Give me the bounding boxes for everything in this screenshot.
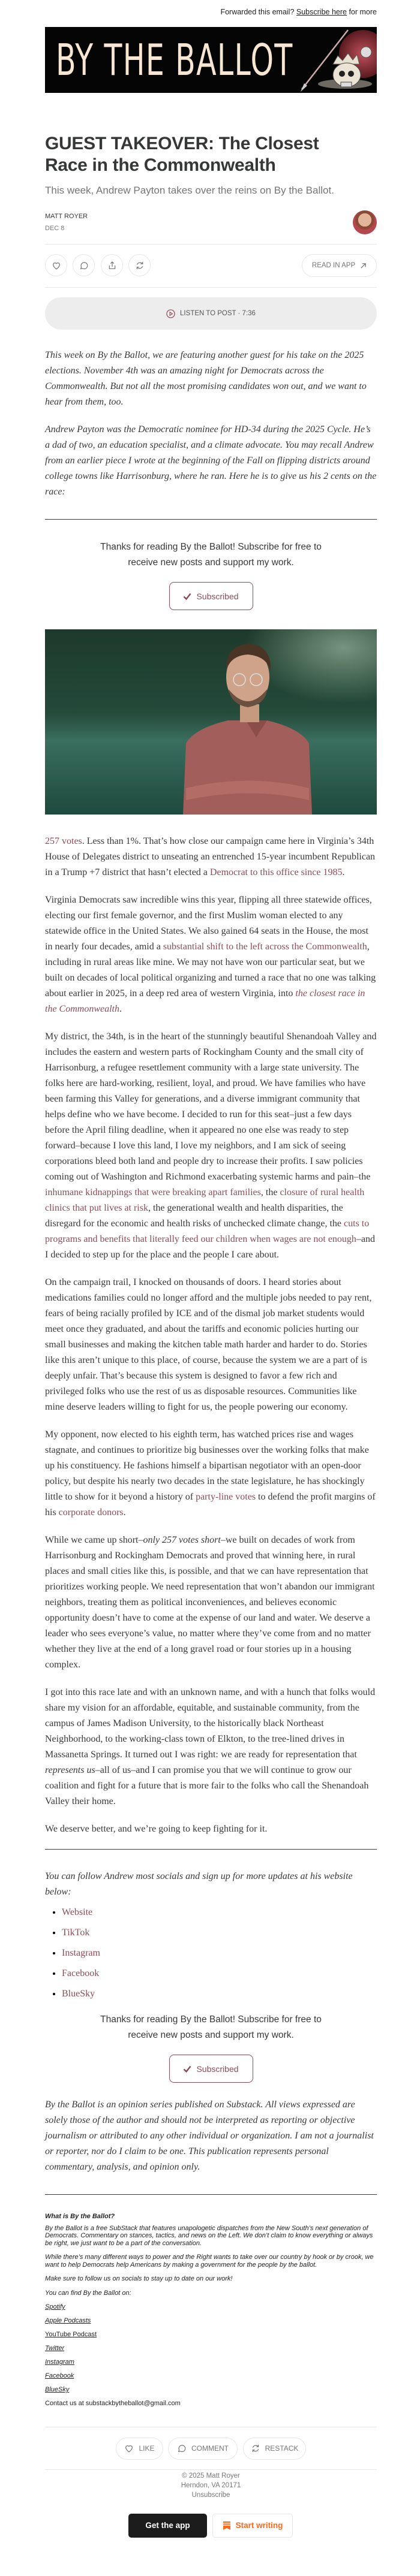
paragraph [45, 1029, 377, 1263]
heart-icon [52, 261, 61, 270]
unsubscribe-link[interactable]: Unsubscribe [191, 2491, 230, 2499]
list-item [62, 1905, 377, 1920]
twitter-link[interactable]: Twitter [45, 2345, 65, 2352]
contact-email: Contact us at substackbytheballot@gmail.com [45, 2400, 181, 2407]
subscribed-button[interactable] [169, 582, 253, 610]
banner-logo-text: BY THE BALLOT [56, 35, 293, 85]
forwarded-notice [45, 0, 377, 24]
about-paragraph: You can find By the Ballot on: [45, 2289, 131, 2297]
subscribed-button[interactable] [169, 2055, 253, 2083]
comment-icon [177, 2444, 187, 2453]
forwarded-suffix: for more [349, 8, 377, 16]
restack-icon [251, 2444, 260, 2453]
checkmark-icon [183, 2065, 191, 2073]
arrow-up-right-icon [360, 263, 367, 269]
heart-icon [124, 2444, 134, 2453]
subscribe-prompt: Thanks for reading By the Ballot! Subscribe for free to receive new posts and support my work. [100, 542, 322, 568]
tiktok-link[interactable]: TikTok [62, 1928, 90, 1938]
paragraph [45, 1427, 377, 1521]
intro-section [45, 348, 377, 500]
divider [45, 519, 377, 520]
list-item [62, 1966, 377, 1981]
follow-section [45, 1869, 377, 2002]
address: Herndon, VA 20171 [181, 2481, 241, 2489]
inline-link[interactable]: party-line votes [196, 1492, 256, 1502]
text-run: , the [260, 1187, 280, 1197]
about-paragraph: Make sure to follow us on socials to stay up to date on our work! [45, 2275, 233, 2282]
play-circle-icon [166, 309, 175, 318]
inline-link[interactable]: cuts to programs and benefits that literally feed our children when wages are not enough [45, 1218, 370, 1244]
list-item [62, 1945, 377, 1961]
text-run: . [123, 1507, 126, 1518]
website-link[interactable]: Website [62, 1907, 93, 1917]
paragraph [45, 1821, 377, 1837]
about-paragraph: While there’s many different ways to power and the Right wants to take over our country by hook or by crook, we want to help Democrats help Americans by making a government for the people by the ballot. [45, 2254, 374, 2269]
like-button[interactable] [116, 2438, 163, 2460]
post-date: DEC 8 [45, 225, 65, 232]
text-run: , the generational wealth and health disparities, the disregard for the economic and health risks of unchecked climate change, the [45, 1203, 344, 1229]
inline-link[interactable]: the closest race in the Commonwealth [45, 988, 365, 1014]
restack-button[interactable] [243, 2438, 306, 2460]
comment-button[interactable] [168, 2438, 238, 2460]
paragraph [45, 1685, 377, 1809]
facebook-link[interactable]: Facebook [45, 2372, 74, 2379]
substack-logo-icon [223, 2521, 231, 2530]
paragraph [45, 348, 377, 410]
footer-actions [45, 2427, 377, 2469]
copyright: © 2025 Matt Royer [182, 2472, 240, 2480]
text-run: . Less than 1%. That’s how close our campaign came here in Virginia’s 34th House of Delegates district to unseating an entrenched 15-year incumbent Republican in a Trump +7 district that hasn’t elected a [45, 836, 376, 877]
disclaimer [45, 2097, 377, 2175]
spotify-link[interactable]: Spotify [45, 2303, 65, 2310]
post-subtitle: This week, Andrew Payton takes over the reins on By the Ballot. [45, 185, 334, 196]
about-section [45, 2213, 377, 2408]
candidate-photo[interactable] [45, 629, 377, 815]
post-actions-bar [45, 245, 377, 287]
text-run: –all of us–and I can promise you that we will continue to grow our coalition and fight for a future that is more fair to the folks who call the Shenandoah Valley their home. [45, 1765, 369, 1806]
text-run: My district, the 34th, is in the heart of the stunningly beautiful Shenandoah Valley and includes the eastern and western parts of Rockingham County and the small city of Harrisonburg, a refugee resettlement community with a large state university. The folks here are hard-working, resilient, loyal, and proud. We have families who have been farming this Valley for generations, and a diverse immigrant community that helps define who we have become. I decided to run for this seat–just a few days before the April filing deadline, when it appeared no one else was ready to step forward–because I love this land, I love my neighbors, and I am sick of seeing corporations bleed both land and people dry to increase their profits. I saw policies coming out of Washington and Richmond exacerbating systemic harms and pain–the [45, 1031, 377, 1182]
comment-label: COMMENT [191, 2444, 229, 2453]
divider [45, 287, 377, 288]
subscribe-prompt: Thanks for reading By the Ballot! Subscribe for free to receive new posts and support my work. [100, 2014, 322, 2040]
candidate-links-list [45, 1905, 377, 2002]
author-avatar[interactable] [353, 210, 377, 234]
emphasis-text: only 257 votes short [143, 1535, 221, 1545]
bluesky-link[interactable]: BlueSky [45, 2386, 70, 2393]
list-item [62, 1925, 377, 1941]
text-run: Andrew Payton was the Democratic nominee for HD-34 during the 2025 Cycle. He’s a dad of two, an education specialist, and a climate advocate. You may recall Andrew from an earlier piece I wrote at the beginning of the Fall on flipping districts around college towns like Harrisonburg, where he ran. Here he is to give us his 2 cents on the race: [45, 424, 377, 497]
paragraph [45, 1275, 377, 1415]
forwarded-prefix: Forwarded this email? [220, 8, 295, 16]
text-run: Virginia Democrats saw incredible wins this year, flipping all three statewide offices, electing our first female governor, and the first Muslim woman elected to any statewide office in the United States. We also gained 64 seats in the House, the most in nearly four decades, amid a [45, 895, 372, 952]
paragraph [45, 422, 377, 500]
text-run: to defend the profit margins of his [45, 1492, 376, 1518]
divider [45, 2194, 377, 2195]
start-writing-label: Start writing [235, 2521, 283, 2530]
text-run: , including in rural areas like mine. We may not have won our particular seat, but we built on decades of local political organizing and turned a race that no one was talking about earlier in 2025, in a deep red area of western Virginia, into [45, 942, 376, 999]
text-run: I got into this race late and with an unknown name, and with a hunch that folks would share my vision for an affordable, equitable, and sustainable community, from the campus of James Madison University, to the historically black Northeast Neighborhood, to the working-class town of Elkton, to the tree-lined drives in Massanetta Springs. It turned out I was right: we are ready for representation that [45, 1687, 376, 1760]
inline-link[interactable]: closure of rural health clinics that put lives at risk [45, 1187, 365, 1213]
byline [45, 212, 377, 244]
article-body [45, 834, 377, 1837]
subscribed-label: Subscribed [196, 591, 239, 601]
facebook-link[interactable]: Facebook [62, 1968, 100, 1978]
apple-podcasts-link[interactable]: Apple Podcasts [45, 2317, 91, 2324]
paragraph [45, 834, 377, 880]
restack-label: RESTACK [265, 2444, 299, 2453]
text-run: This week on By the Ballot, we are featuring another guest for his take on the 2025 elections. November 4th was an amazing night for Democrats across the Commonwealth. But not all the most promising candidates won out, and we want to hear from them, too. [45, 350, 367, 407]
publication-banner[interactable] [45, 27, 377, 93]
text-run: –and I decided to step up for the place and the people I care about. [45, 1234, 376, 1260]
inline-link[interactable]: Democrat to this office since 1985 [209, 867, 343, 877]
candidate-portrait-image [45, 629, 377, 815]
listen-to-post-button[interactable] [45, 297, 377, 330]
youtube-podcast-link[interactable]: YouTube Podcast [45, 2331, 97, 2338]
text-run: . [342, 867, 345, 877]
checkmark-icon [183, 593, 191, 600]
text-run: . [119, 1004, 122, 1014]
instagram-link[interactable]: Instagram [62, 1948, 100, 1958]
read-in-app-button[interactable] [302, 254, 377, 277]
restack-icon [135, 261, 145, 270]
comment-button[interactable] [73, 254, 95, 276]
comment-icon [79, 261, 89, 270]
footer-legal [45, 2471, 377, 2500]
instagram-link[interactable]: Instagram [45, 2358, 74, 2366]
disclaimer-text: By the Ballot is an opinion series published on Substack. All views expressed are solely those of the author and should not be interpreted as reporting or objective journalism or attributed to any other individual or organization. I am not a journalist or reporter, nor do I claim to be one. This publication represents personal commentary, analysis, and opinion only. [45, 2100, 374, 2172]
like-button[interactable] [45, 254, 67, 276]
divider [45, 2469, 377, 2470]
divider [45, 1849, 377, 1850]
subscribed-label: Subscribed [196, 2064, 239, 2074]
subscribe-here-link[interactable]: Subscribe here [296, 8, 347, 16]
inline-link[interactable]: inhumane kidnappings that were breaking apart families [45, 1187, 261, 1197]
text-run: On the campaign trail, I knocked on thousands of doors. I heard stories about medications families could no longer afford and the multiple jobs needed to pay rent, fears of being racially profiled by ICE and of the dismal job market students would meet once they graduated, and about the tariffs and economic policies hurting our small businesses and making the kitchen table math harder and harder to do. Stories like this aren’t unique to this place, of course, because the system we are a part of is deeply unfair. That’s because this system is designed to favor a few rich and privileged folks who use the rest of us as disposable resources. Communities like mine deserve leaders willing to fight for us, the people powering our economy. [45, 1277, 372, 1412]
follow-intro: You can follow Andrew most socials and sign up for more updates at his website below: [45, 1871, 353, 1897]
about-heading: What is By the Ballot? [45, 2213, 115, 2220]
footer-cta [45, 2514, 377, 2550]
list-item [62, 1986, 377, 2002]
about-paragraph: By the Ballot is a free SubStack that features unapologetic dispatches from the New South’s next generation of Democrats. Commentary on stances, tactics, and news on the Left. We don’t claim to know everything or always be right, we just want to be a part of the conversation. [45, 2224, 373, 2247]
read-in-app-label: READ IN APP [311, 262, 356, 269]
share-icon [107, 261, 117, 270]
like-label: LIKE [139, 2444, 155, 2453]
inline-link[interactable]: corporate donors [58, 1507, 124, 1518]
emphasis-text: represents us [45, 1765, 95, 1775]
start-writing-button[interactable] [212, 2514, 293, 2538]
text-run: We deserve better, and we’re going to keep fighting for it. [45, 1824, 268, 1834]
skull-crown-spear-illustration [45, 27, 377, 93]
text-run: While we came up short– [45, 1535, 143, 1545]
paragraph [45, 1533, 377, 1673]
get-the-app-button[interactable]: Get the app [128, 2514, 207, 2538]
bluesky-link[interactable]: BlueSky [62, 1989, 95, 1999]
restack-button[interactable] [128, 254, 151, 276]
share-button[interactable] [101, 254, 123, 276]
inline-link[interactable]: 257 votes [45, 836, 82, 846]
listen-label: LISTEN TO POST · 7:36 [180, 310, 256, 317]
text-run: –we built on decades of work from Harrisonburg and Rockingham Democrats and proved that winning here, in rural places and small cities like this, is possible, and that we can have representation that prioritizes working people. We need representation that won’t abandon our immigrant neighbors, treating them as political inconveniences, and believes economic opportunity doesn’t have to come at the expense of our land and water. We deserve a leader who sees everyone’s value, no matter where they’ve come from and no matter whether they live at the end of a long gravel road or four stories up in a housing complex. [45, 1535, 375, 1670]
author-name[interactable]: MATT ROYER [45, 213, 88, 220]
inline-link[interactable]: substantial shift to the left across the Commonwealth [163, 942, 367, 952]
post-title: GUEST TAKEOVER: The Closest Race in the Commonwealth [45, 134, 319, 175]
paragraph [45, 892, 377, 1017]
text-run: My opponent, now elected to his eighth term, has watched prices rise and wages stagnate, and continues to prioritize big businesses over the working folks that make up his constituency. He fashions himself a bipartisan negotiator with an open-door policy, but despite his nearly two decades in the state legislature, he has shockingly little to show for it beyond a history of [45, 1429, 369, 1502]
